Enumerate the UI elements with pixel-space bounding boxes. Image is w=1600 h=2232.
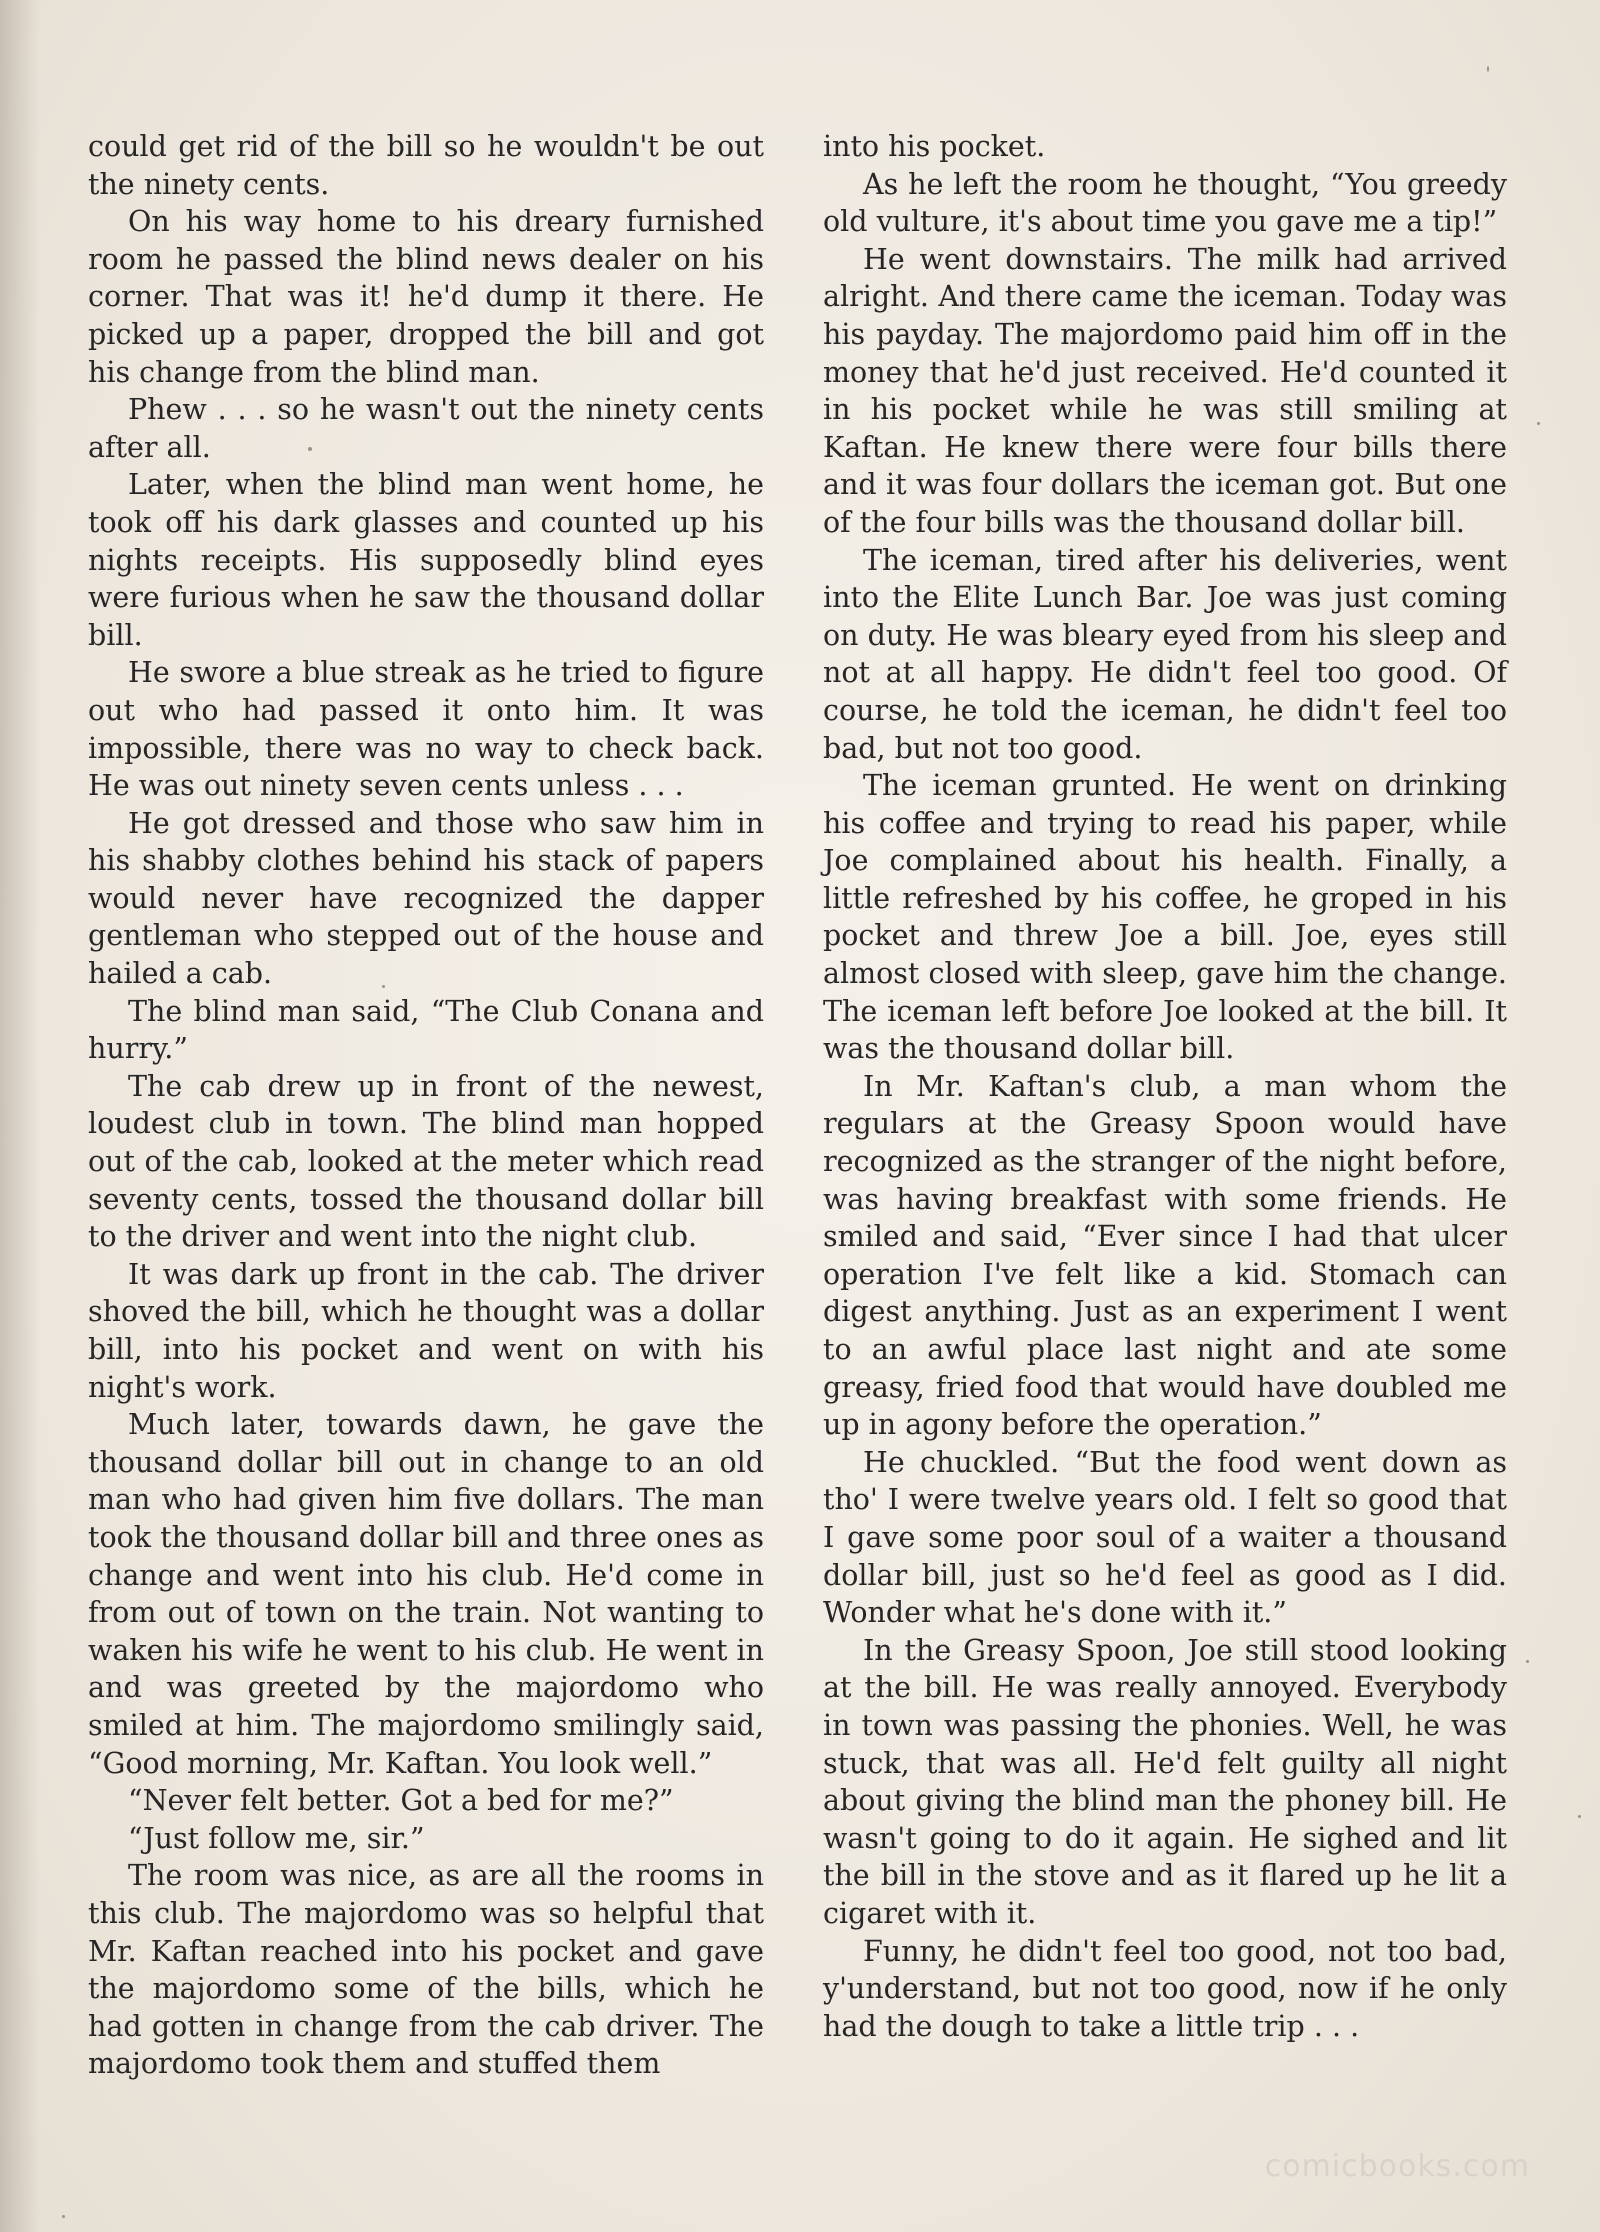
- paragraph: In the Greasy Spoon, Joe still stood looking at the bill. He was really annoyed. Everybody in town was passing the phonies. Well, he was stuck, that was all. He'd felt guilty all night about giving the blind man the phoney bill. He wasn't going to do it again. He sighed and lit the bill in the stove and as it flared up he lit a cigaret with it.: [823, 1633, 1507, 1930]
- paragraph: He swore a blue streak as he tried to figure out who had passed it onto him. It was impossible, there was no way to check back. He was out ninety seven cents unless . . .: [88, 656, 764, 803]
- paragraph: He chuckled. “But the food went down as tho' I were twelve years old. I felt so good that I gave some poor soul of a waiter a thousand dollar bill, just so he'd feel as good as I did. Wonder what he's done with it.”: [823, 1445, 1507, 1630]
- paragraph: “Never felt better. Got a bed for me?”: [128, 1784, 674, 1818]
- paragraph: It was dark up front in the cab. The driver shoved the bill, which he thought was a dollar bill, into his pocket and went on with his night's work.: [88, 1257, 764, 1404]
- page-edge-shadow: [0, 0, 40, 2232]
- paragraph: On his way home to his dreary furnished room he passed the blind news dealer on his corner. That was it! he'd dump it there. He picked up a paper, dropped the bill and got his change from the blind man.: [88, 205, 764, 389]
- paragraph: Much later, towards dawn, he gave the thousand dollar bill out in change to an old man who had given him five dollars. The man took the thousand dollar bill and three ones as change and went into his club. He'd come in from out of town on the train. Not wanting to waken his wife he went to his club. He went in and was greeted by the majordomo who smiled at him. The majordomo smilingly said, “Good morning, Mr. Kaftan. You look well.”: [88, 1408, 764, 1780]
- paragraph: The room was nice, as are all the rooms in this club. The majordomo was so helpful that Mr. Kaftan reached into his pocket and gave the majordomo some of the bills, which he had gotten in change from the cab driver. The majordomo took them and stuffed them: [88, 1859, 764, 2081]
- paragraph: “Just follow me, sir.”: [128, 1821, 425, 1855]
- paragraph: As he left the room he thought, “You greedy old vulture, it's about time you gave me a tip!”: [823, 167, 1507, 239]
- paragraph: He went downstairs. The milk had arrived alright. And there came the iceman. Today was his payday. The majordomo paid him off in the money that he'd just received. He'd counted it in his pocket while he was still smiling at Kaftan. He knew there were four bills there and it was four dollars the iceman got. But one of the four bills was the thousand dollar bill.: [823, 242, 1507, 539]
- paragraph: The cab drew up in front of the newest, loudest club in town. The blind man hopped out of the cab, looked at the meter which read seventy cents, tossed the thousand dollar bill to the driver and went into the night club.: [88, 1069, 764, 1254]
- left-text-column: [88, 128, 764, 2083]
- paragraph: The iceman, tired after his deliveries, went into the Elite Lunch Bar. Joe was just coming on duty. He was bleary eyed from his sleep and not at all happy. He didn't feel too good. Of course, he told the iceman, he didn't feel too bad, but not too good.: [823, 543, 1507, 765]
- right-text-column: [823, 128, 1507, 2045]
- paragraph: In Mr. Kaftan's club, a man whom the regulars at the Greasy Spoon would have recognized as the stranger of the night before, was having breakfast with some friends. He smiled and said, “Ever since I had that ulcer operation I've felt like a kid. Stomach can digest anything. Just as an experiment I went to an awful place last night and ate some greasy, fried food that would have doubled me up in agony before the operation.”: [823, 1069, 1507, 1442]
- paragraph: Later, when the blind man went home, he took off his dark glasses and counted up his nights receipts. His supposedly blind eyes were furious when he saw the thousand dollar bill.: [88, 468, 764, 652]
- paragraph: The iceman grunted. He went on drinking his coffee and trying to read his paper, while Joe complained about his health. Finally, a little refreshed by his coffee, he groped in his pocket and threw Joe a bill. Joe, eyes still almost closed with sleep, gave him the change. The iceman left before Joe looked at the bill. It was the thousand dollar bill.: [823, 769, 1507, 1066]
- paragraph: into his pocket.: [823, 130, 1046, 163]
- paragraph: could get rid of the bill so he wouldn't be out the ninety cents.: [88, 130, 764, 201]
- paragraph: He got dressed and those who saw him in his shabby clothes behind his stack of papers would never have recognized the dapper gentleman who stepped out of the house and hailed a cab.: [88, 806, 764, 991]
- site-watermark: comicbooks.com: [1264, 2149, 1530, 2184]
- paragraph: Phew . . . so he wasn't out the ninety cents after all.: [88, 393, 764, 464]
- paragraph: The blind man said, “The Club Conana and hurry.”: [88, 994, 764, 1066]
- paragraph: Funny, he didn't feel too good, not too bad, y'understand, but not too good, now if he only had the dough to take a little trip . . .: [823, 1934, 1507, 2043]
